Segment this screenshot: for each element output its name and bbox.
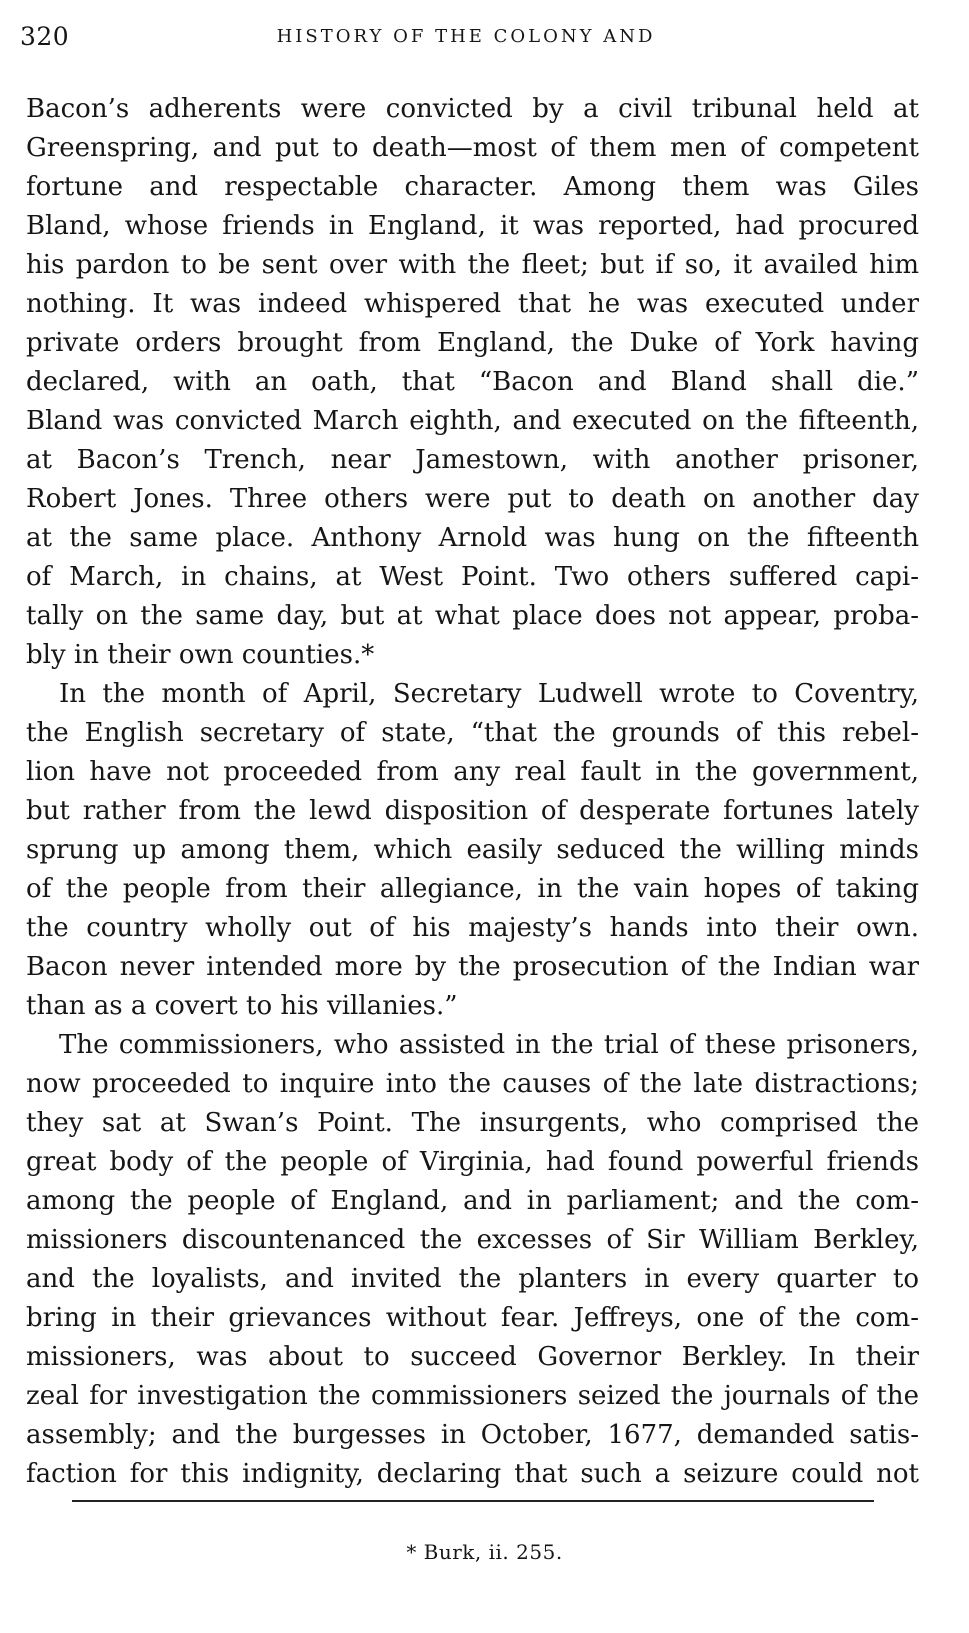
text-line: nothing. It was indeed whispered that he was executed under (26, 289, 919, 319)
text-line: the English secretary of state, “that the grounds of this rebel- (26, 718, 919, 748)
text-line: at the same place. Anthony Arnold was hung on the fifteenth (26, 523, 919, 553)
text-line: zeal for investigation the commissioners seized the journals of the (26, 1381, 919, 1411)
text-line: great body of the people of Virginia, had found powerful friends (26, 1147, 919, 1177)
text-line: missioners discountenanced the excesses of Sir William Berkley, (26, 1225, 919, 1255)
text-line: Bacon’s adherents were convicted by a civil tribunal held at (26, 94, 919, 124)
text-line: they sat at Swan’s Point. The insurgents, who comprised the (26, 1108, 919, 1138)
text-line: faction for this indignity, declaring that such a seizure could not (26, 1459, 919, 1489)
text-line: The commissioners, who assisted in the trial of these prisoners, (59, 1030, 919, 1060)
text-line: assembly; and the burgesses in October, 1677, demanded satis- (26, 1420, 919, 1450)
page-number: 320 (20, 22, 70, 51)
text-line: Bacon never intended more by the prosecution of the Indian war (26, 952, 919, 982)
text-line: Bland, whose friends in England, it was reported, had procured (26, 211, 919, 241)
text-line: Greenspring, and put to death—most of them men of competent (26, 133, 919, 163)
text-line: In the month of April, Secretary Ludwell wrote to Coventry, (59, 679, 919, 709)
text-line: tally on the same day, but at what place does not appear, proba- (26, 601, 919, 631)
text-line: lion have not proceeded from any real fault in the government, (26, 757, 919, 787)
text-line: now proceeded to inquire into the causes of the late distractions; (26, 1069, 919, 1099)
text-line: fortune and respectable character. Among them was Giles (26, 172, 919, 202)
text-line: of the people from their allegiance, in the vain hopes of taking (26, 874, 919, 904)
body-text (26, 90, 919, 1494)
footnote: * Burk, ii. 255. (406, 1540, 563, 1564)
text-line: of March, in chains, at West Point. Two others suffered capi- (26, 562, 919, 592)
text-line: declared, with an oath, that “Bacon and Bland shall die.” (26, 367, 919, 397)
text-line: at Bacon’s Trench, near Jamestown, with another prisoner, (26, 445, 919, 475)
text-line: Robert Jones. Three others were put to death on another day (26, 484, 919, 514)
text-line: missioners, was about to succeed Governor Berkley. In their (26, 1342, 919, 1372)
running-title: HISTORY OF THE COLONY AND (276, 26, 656, 47)
text-line: his pardon to be sent over with the fleet; but if so, it availed him (26, 250, 919, 280)
text-line: the country wholly out of his majesty’s hands into their own. (26, 913, 919, 943)
footnote-divider (72, 1500, 874, 1502)
text-line: but rather from the lewd disposition of desperate fortunes lately (26, 796, 919, 826)
text-line: bring in their grievances without fear. Jeffreys, one of the com- (26, 1303, 919, 1333)
text-line: than as a covert to his villanies.” (26, 991, 458, 1021)
text-line: Bland was convicted March eighth, and executed on the fifteenth, (26, 406, 919, 436)
page-header (20, 22, 912, 56)
text-line: among the people of England, and in parliament; and the com- (26, 1186, 919, 1216)
text-line: sprung up among them, which easily seduced the willing minds (26, 835, 919, 865)
text-line: and the loyalists, and invited the planters in every quarter to (26, 1264, 919, 1294)
text-line: private orders brought from England, the Duke of York having (26, 328, 919, 358)
text-line: bly in their own counties.* (26, 640, 375, 670)
